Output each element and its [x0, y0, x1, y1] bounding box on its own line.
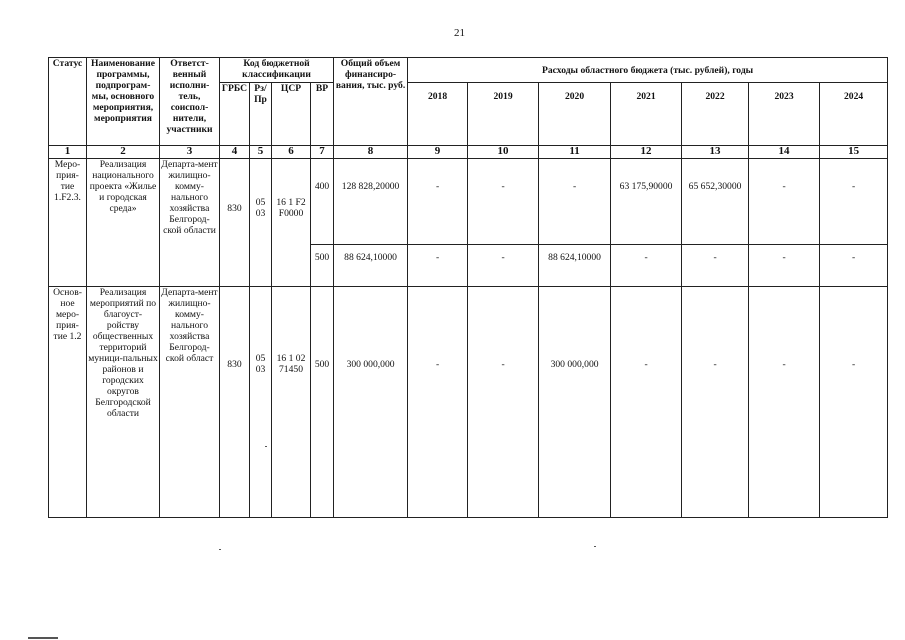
row2-y2021: - [611, 287, 682, 518]
table-row [49, 287, 888, 518]
row2-y2018: - [408, 287, 468, 518]
header-vr: ВР [311, 83, 334, 146]
header-total: Общий объем финансиро-вания, тыс. руб. [334, 58, 408, 146]
row1-csr: 16 1 F2 F0000 [272, 159, 311, 287]
row2-total: 300 000,000 [334, 287, 408, 518]
col-number: 9 [408, 146, 468, 159]
row2-y2024: - [820, 287, 888, 518]
table-row [49, 159, 888, 245]
scan-speck [265, 446, 267, 447]
column-number-row [49, 146, 888, 159]
col-number: 5 [250, 146, 272, 159]
row1-executor: Департа-мент жилищно-комму-нального хозяйства Белгород-ской области [160, 159, 220, 287]
scan-speck [28, 637, 58, 639]
header-expenses-group: Расходы областного бюджета (тыс. рублей), годы [408, 58, 888, 83]
col-number: 3 [160, 146, 220, 159]
row2-y2023: - [749, 287, 820, 518]
col-number: 13 [682, 146, 749, 159]
row1-line2-y2022: - [682, 245, 749, 287]
scan-speck [594, 546, 596, 547]
row1-name: Реализация национального проекта «Жилье и городская среда» [87, 159, 160, 287]
row1-line2-y2024: - [820, 245, 888, 287]
row2-status: Основ-ное меро-прия-тие 1.2 [49, 287, 87, 518]
budget-table [48, 57, 888, 518]
header-budget-code-group: Код бюджетной классификации [220, 58, 334, 83]
row1-line2-vr: 500 [311, 245, 334, 287]
col-number: 10 [468, 146, 539, 159]
col-number: 6 [272, 146, 311, 159]
row2-executor: Департа-мент жилищно-комму-нального хозяйства Белгород-ской област [160, 287, 220, 518]
header-year-2018: 2018 [408, 83, 468, 146]
header-year-2021: 2021 [611, 83, 682, 146]
row2-y2020: 300 000,000 [539, 287, 611, 518]
row2-csr: 16 1 02 71450 [272, 287, 311, 518]
col-number: 12 [611, 146, 682, 159]
header-executor: Ответст-венный исполни-тель, соиспол-нители, участники [160, 58, 220, 146]
col-number: 4 [220, 146, 250, 159]
row1-line1-y2023: - [749, 159, 820, 245]
col-number: 14 [749, 146, 820, 159]
header-year-2019: 2019 [468, 83, 539, 146]
header-grbs: ГРБС [220, 83, 250, 146]
row2-y2022: - [682, 287, 749, 518]
col-number: 15 [820, 146, 888, 159]
row1-line2-y2021: - [611, 245, 682, 287]
row1-status: Меро-прия-тие 1.F2.3. [49, 159, 87, 287]
header-status: Статус [49, 58, 87, 146]
row1-line2-y2023: - [749, 245, 820, 287]
col-number: 2 [87, 146, 160, 159]
header-year-2022: 2022 [682, 83, 749, 146]
col-number: 1 [49, 146, 87, 159]
row2-grbs: 830 [220, 287, 250, 518]
row1-line1-y2019: - [468, 159, 539, 245]
row1-line1-total: 128 828,20000 [334, 159, 408, 245]
row1-line1-vr: 400 [311, 159, 334, 245]
row1-line2-total: 88 624,10000 [334, 245, 408, 287]
header-row [49, 58, 888, 83]
row1-line1-y2024: - [820, 159, 888, 245]
col-number: 8 [334, 146, 408, 159]
row2-rz-pr: 05 03 [250, 287, 272, 518]
col-number: 11 [539, 146, 611, 159]
header-rz-pr: Рз/ Пр [250, 83, 272, 146]
header-csr: ЦСР [272, 83, 311, 146]
row1-line1-y2018: - [408, 159, 468, 245]
row1-line2-y2020: 88 624,10000 [539, 245, 611, 287]
col-number: 7 [311, 146, 334, 159]
row2-name: Реализация мероприятий по благоуст-ройству общественных территорий муници-пальных районов и городских округов Белгородской области [87, 287, 160, 518]
page-number: 21 [454, 27, 465, 39]
header-year-2020: 2020 [539, 83, 611, 146]
row2-vr: 500 [311, 287, 334, 518]
row1-rz-pr: 05 03 [250, 159, 272, 287]
header-year-2024: 2024 [820, 83, 888, 146]
row1-line1-y2022: 65 652,30000 [682, 159, 749, 245]
row1-line2-y2018: - [408, 245, 468, 287]
header-program-name: Наименование программы, подпрограм-мы, основного мероприятия, мероприятия [87, 58, 160, 146]
row1-line1-y2020: - [539, 159, 611, 245]
row1-grbs: 830 [220, 159, 250, 287]
row1-line1-y2021: 63 175,90000 [611, 159, 682, 245]
row1-line2-y2019: - [468, 245, 539, 287]
header-year-2023: 2023 [749, 83, 820, 146]
scan-speck [219, 549, 221, 550]
row2-y2019: - [468, 287, 539, 518]
